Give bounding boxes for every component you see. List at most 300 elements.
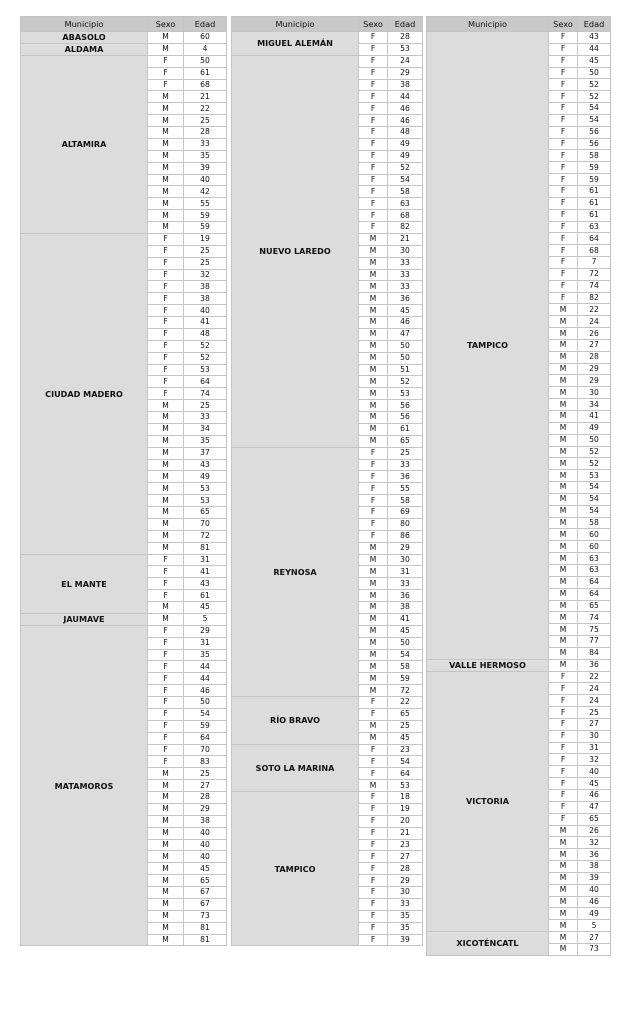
edad-cell: 59 [184,720,227,732]
sexo-cell: M [549,304,578,316]
edad-cell: 24 [578,316,611,328]
sexo-cell: M [549,316,578,328]
edad-cell: 45 [578,55,611,67]
table-row [21,625,227,637]
edad-cell: 54 [388,174,423,186]
sexo-cell: F [359,198,388,210]
header-edad: Edad [184,17,227,32]
sexo-cell: M [359,328,388,340]
sexo-cell: F [359,934,388,946]
sexo-cell: M [359,400,388,412]
sexo-cell: M [549,493,578,505]
sexo-cell: M [359,637,388,649]
edad-cell: 53 [388,43,423,55]
edad-cell: 43 [184,578,227,590]
edad-cell: 7 [578,257,611,269]
edad-cell: 73 [184,910,227,922]
edad-cell: 44 [578,43,611,55]
edad-cell: 38 [184,293,227,305]
header-sexo: Sexo [148,17,184,32]
municipio-cell: RÍO BRAVO [232,697,359,745]
sexo-cell: M [148,542,184,554]
sexo-cell: M [148,780,184,792]
edad-cell: 65 [388,708,423,720]
sexo-cell: F [148,649,184,661]
edad-cell: 19 [184,233,227,245]
edad-cell: 56 [578,126,611,138]
sexo-cell: M [359,435,388,447]
edad-cell: 32 [578,754,611,766]
edad-cell: 19 [388,803,423,815]
edad-cell: 54 [388,649,423,661]
data-table-column-2 [231,16,423,946]
sexo-cell: M [148,803,184,815]
edad-cell: 60 [184,32,227,44]
sexo-cell: M [359,625,388,637]
edad-cell: 38 [388,602,423,614]
sexo-cell: M [148,150,184,162]
edad-cell: 65 [184,507,227,519]
sexo-cell: F [359,863,388,875]
edad-cell: 29 [184,625,227,637]
sexo-cell: F [148,590,184,602]
data-table-column-1 [20,16,227,946]
sexo-cell: F [359,150,388,162]
edad-cell: 49 [578,908,611,920]
sexo-cell: M [148,934,184,946]
edad-cell: 31 [578,742,611,754]
sexo-cell: F [148,376,184,388]
edad-cell: 77 [578,636,611,648]
edad-cell: 25 [578,707,611,719]
edad-cell: 56 [578,138,611,150]
edad-cell: 86 [388,530,423,542]
sexo-cell: F [148,364,184,376]
table-row [427,671,611,683]
sexo-cell: F [549,221,578,233]
municipio-cell: NUEVO LAREDO [232,55,359,447]
sexo-cell: M [549,328,578,340]
sexo-cell: F [549,126,578,138]
sexo-cell: F [148,744,184,756]
header-edad: Edad [578,17,611,32]
sexo-cell: F [359,138,388,150]
edad-cell: 33 [388,898,423,910]
sexo-cell: F [148,673,184,685]
edad-cell: 52 [184,340,227,352]
edad-cell: 43 [578,32,611,44]
sexo-cell: F [359,55,388,67]
sexo-cell: M [148,127,184,139]
sexo-cell: M [359,613,388,625]
sexo-cell: F [359,898,388,910]
sexo-cell: M [549,458,578,470]
sexo-cell: M [148,32,184,44]
edad-cell: 40 [184,839,227,851]
edad-cell: 38 [388,79,423,91]
sexo-cell: F [549,32,578,44]
edad-cell: 33 [388,459,423,471]
edad-cell: 24 [578,683,611,695]
edad-cell: 33 [388,578,423,590]
sexo-cell: M [549,446,578,458]
edad-cell: 36 [578,659,611,671]
edad-cell: 54 [578,493,611,505]
sexo-cell: F [549,114,578,126]
edad-cell: 53 [578,470,611,482]
edad-cell: 64 [578,588,611,600]
sexo-cell: M [549,363,578,375]
sexo-cell: F [148,245,184,257]
sexo-cell: F [549,671,578,683]
municipio-cell: ABASOLO [21,32,148,44]
edad-cell: 74 [578,280,611,292]
edad-cell: 61 [184,590,227,602]
sexo-cell: M [148,459,184,471]
edad-cell: 52 [388,162,423,174]
edad-cell: 31 [184,554,227,566]
table-row [232,697,423,709]
sexo-cell: F [359,103,388,115]
sexo-cell: F [549,730,578,742]
data-table-column-3 [426,16,611,956]
edad-cell: 60 [578,541,611,553]
edad-cell: 52 [578,458,611,470]
sexo-cell: M [549,505,578,517]
edad-cell: 83 [184,756,227,768]
sexo-cell: F [148,67,184,79]
sexo-cell: F [549,185,578,197]
sexo-cell: M [359,732,388,744]
edad-cell: 59 [578,162,611,174]
header-row [232,17,423,32]
edad-cell: 64 [578,233,611,245]
sexo-cell: M [148,518,184,530]
edad-cell: 59 [578,174,611,186]
municipio-cell: TAMPICO [232,792,359,946]
edad-cell: 63 [578,564,611,576]
municipio-cell: MATAMOROS [21,625,148,946]
sexo-cell: M [359,685,388,697]
edad-cell: 45 [388,732,423,744]
sexo-cell: F [359,839,388,851]
edad-cell: 74 [578,612,611,624]
edad-cell: 24 [388,55,423,67]
sexo-cell: M [359,720,388,732]
edad-cell: 53 [388,388,423,400]
edad-cell: 54 [578,103,611,115]
sexo-cell: F [359,79,388,91]
edad-cell: 39 [184,162,227,174]
sexo-cell: M [148,423,184,435]
sexo-cell: F [148,388,184,400]
edad-cell: 49 [388,150,423,162]
sexo-cell: M [359,317,388,329]
sexo-cell: M [359,578,388,590]
sexo-cell: M [148,827,184,839]
sexo-cell: F [148,697,184,709]
edad-cell: 60 [578,529,611,541]
sexo-cell: M [359,661,388,673]
sexo-cell: F [359,127,388,139]
sexo-cell: M [549,612,578,624]
sexo-cell: F [359,483,388,495]
edad-cell: 64 [184,376,227,388]
edad-cell: 25 [184,257,227,269]
sexo-cell: M [549,659,578,671]
sexo-cell: F [148,554,184,566]
edad-cell: 44 [388,91,423,103]
edad-cell: 46 [388,103,423,115]
sexo-cell: F [148,317,184,329]
edad-cell: 26 [578,825,611,837]
municipio-cell: SOTO LA MARINA [232,744,359,792]
edad-cell: 75 [578,624,611,636]
table-row [21,613,227,625]
edad-cell: 72 [388,685,423,697]
table-row [21,233,227,245]
edad-cell: 82 [388,222,423,234]
sexo-cell: M [549,932,578,944]
sexo-cell: F [148,340,184,352]
sexo-cell: M [359,554,388,566]
edad-cell: 21 [388,827,423,839]
sexo-cell: M [359,412,388,424]
sexo-cell: M [148,435,184,447]
edad-cell: 61 [578,197,611,209]
sexo-cell: M [148,613,184,625]
edad-cell: 41 [184,317,227,329]
edad-cell: 74 [184,388,227,400]
municipio-cell: ALTAMIRA [21,55,148,233]
sexo-cell: F [549,813,578,825]
edad-cell: 50 [388,352,423,364]
sexo-cell: F [359,210,388,222]
edad-cell: 18 [388,792,423,804]
edad-cell: 34 [578,399,611,411]
sexo-cell: M [359,281,388,293]
edad-cell: 54 [578,482,611,494]
sexo-cell: M [148,210,184,222]
municipio-cell: JAUMAVE [21,613,148,625]
header-municipio: Municipio [232,17,359,32]
edad-cell: 50 [578,67,611,79]
edad-cell: 54 [388,756,423,768]
edad-cell: 55 [388,483,423,495]
sexo-cell: M [549,636,578,648]
sexo-cell: F [148,685,184,697]
edad-cell: 54 [578,114,611,126]
edad-cell: 52 [184,352,227,364]
edad-cell: 38 [184,815,227,827]
sexo-cell: F [549,197,578,209]
edad-cell: 29 [578,375,611,387]
sexo-cell: M [148,602,184,614]
edad-cell: 81 [184,922,227,934]
sexo-cell: M [549,351,578,363]
edad-cell: 84 [578,647,611,659]
sexo-cell: F [359,530,388,542]
edad-cell: 46 [578,790,611,802]
sexo-cell: M [359,590,388,602]
sexo-cell: M [148,815,184,827]
edad-cell: 41 [184,566,227,578]
sexo-cell: F [549,790,578,802]
sexo-cell: F [549,754,578,766]
edad-cell: 58 [388,495,423,507]
table-row [232,55,423,67]
sexo-cell: F [148,55,184,67]
edad-cell: 22 [388,697,423,709]
sexo-cell: F [549,162,578,174]
edad-cell: 65 [388,435,423,447]
edad-cell: 52 [578,91,611,103]
edad-cell: 44 [184,673,227,685]
sexo-cell: F [549,43,578,55]
edad-cell: 4 [184,43,227,55]
sexo-cell: F [148,79,184,91]
edad-cell: 50 [388,637,423,649]
sexo-cell: F [359,222,388,234]
sexo-cell: M [359,293,388,305]
edad-cell: 35 [388,910,423,922]
edad-cell: 58 [388,186,423,198]
sexo-cell: F [148,305,184,317]
edad-cell: 80 [388,518,423,530]
sexo-cell: M [148,839,184,851]
header-municipio: Municipio [21,17,148,32]
edad-cell: 46 [388,317,423,329]
table-row [21,55,227,67]
sexo-cell: F [549,103,578,115]
edad-cell: 33 [388,281,423,293]
sexo-cell: F [359,518,388,530]
edad-cell: 52 [388,376,423,388]
edad-cell: 65 [184,875,227,887]
sexo-cell: F [148,732,184,744]
sexo-cell: F [148,257,184,269]
edad-cell: 69 [388,507,423,519]
edad-cell: 53 [184,364,227,376]
edad-cell: 45 [184,602,227,614]
sexo-cell: F [549,79,578,91]
municipio-cell: CIUDAD MADERO [21,233,148,554]
sexo-cell: F [359,922,388,934]
edad-cell: 31 [184,637,227,649]
sexo-cell: F [359,43,388,55]
edad-cell: 28 [388,863,423,875]
sexo-cell: M [148,138,184,150]
table-row [427,32,611,44]
sexo-cell: M [148,898,184,910]
table-row [232,744,423,756]
sexo-cell: M [549,529,578,541]
edad-cell: 33 [184,412,227,424]
sexo-cell: M [148,768,184,780]
edad-cell: 33 [388,257,423,269]
edad-cell: 52 [578,79,611,91]
sexo-cell: F [549,257,578,269]
sexo-cell: F [549,292,578,304]
edad-cell: 54 [184,708,227,720]
edad-cell: 25 [184,768,227,780]
sexo-cell: F [148,293,184,305]
sexo-cell: M [359,602,388,614]
sexo-cell: F [549,233,578,245]
edad-cell: 64 [388,768,423,780]
sexo-cell: M [148,447,184,459]
edad-cell: 43 [184,459,227,471]
edad-cell: 22 [578,671,611,683]
sexo-cell: M [549,517,578,529]
sexo-cell: M [148,875,184,887]
sexo-cell: F [549,280,578,292]
sexo-cell: M [549,849,578,861]
edad-cell: 59 [388,673,423,685]
edad-cell: 36 [578,849,611,861]
sexo-cell: F [359,851,388,863]
sexo-cell: M [549,576,578,588]
edad-cell: 68 [578,245,611,257]
sexo-cell: M [549,541,578,553]
edad-cell: 50 [578,434,611,446]
edad-cell: 82 [578,292,611,304]
edad-cell: 40 [184,305,227,317]
sexo-cell: M [148,507,184,519]
sexo-cell: F [359,447,388,459]
edad-cell: 27 [578,718,611,730]
edad-cell: 61 [184,67,227,79]
sexo-cell: M [549,422,578,434]
edad-cell: 35 [184,435,227,447]
sexo-cell: F [549,138,578,150]
sexo-cell: F [549,707,578,719]
edad-cell: 23 [388,839,423,851]
edad-cell: 28 [388,32,423,44]
header-sexo: Sexo [549,17,578,32]
header-sexo: Sexo [359,17,388,32]
edad-cell: 52 [578,446,611,458]
sexo-cell: F [148,637,184,649]
sexo-cell: M [549,399,578,411]
edad-cell: 53 [184,483,227,495]
sexo-cell: F [549,695,578,707]
header-row [21,17,227,32]
edad-cell: 25 [388,720,423,732]
sexo-cell: M [549,387,578,399]
sexo-cell: M [549,825,578,837]
edad-cell: 65 [578,600,611,612]
edad-cell: 20 [388,815,423,827]
edad-cell: 68 [184,79,227,91]
sexo-cell: F [549,718,578,730]
sexo-cell: M [549,411,578,423]
edad-cell: 81 [184,542,227,554]
edad-cell: 40 [578,884,611,896]
sexo-cell: M [148,162,184,174]
edad-cell: 38 [184,281,227,293]
sexo-cell: M [148,174,184,186]
sexo-cell: M [549,600,578,612]
edad-cell: 21 [184,91,227,103]
sexo-cell: M [549,624,578,636]
sexo-cell: M [148,922,184,934]
sexo-cell: M [359,269,388,281]
sexo-cell: M [549,470,578,482]
edad-cell: 32 [184,269,227,281]
edad-cell: 39 [578,872,611,884]
edad-cell: 58 [578,150,611,162]
